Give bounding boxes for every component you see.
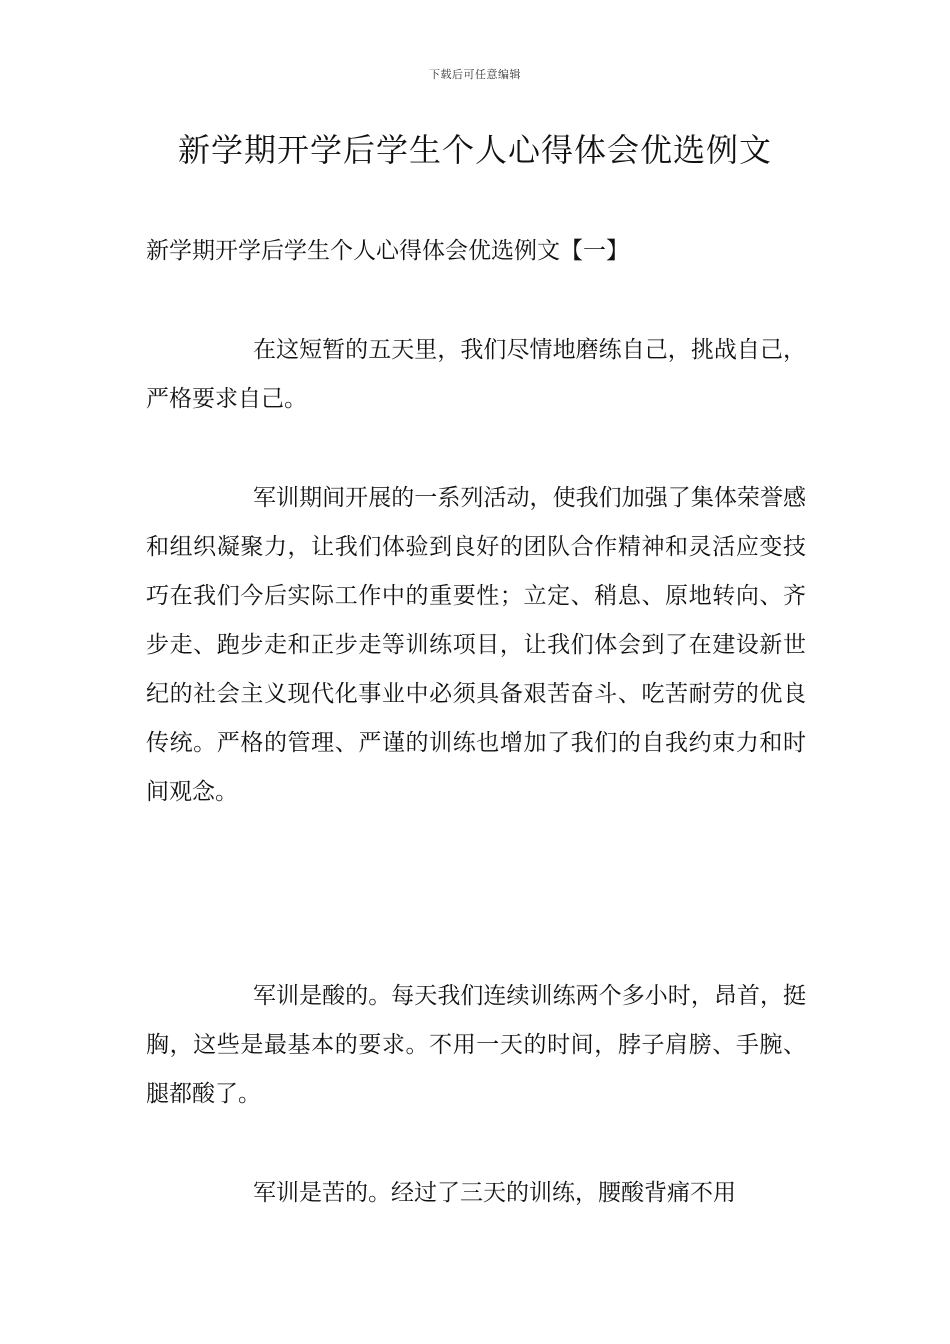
- section-heading: 新学期开学后学生个人心得体会优选例文【一】: [146, 238, 629, 264]
- document-title: 新学期开学后学生个人心得体会优选例文: [177, 131, 772, 169]
- paragraph-2: 军训期间开展的一系列活动，使我们加强了集体荣誉感和组织凝聚力，让我们体验到良好的团队合作精神和灵活应变技巧在我们今后实际工作中的重要性；立定、稍息、原地转向、齐步走、跑步走和正步走等训练项目，让我们体会到了在建设新世纪的社会主义现代化事业中必须具备艰苦奋斗、吃苦耐劳的优良传统。严格的管理、严谨的训练也增加了我们的自我约束力和时间观念。: [146, 485, 806, 805]
- paragraph-1: 在这短暂的五天里，我们尽情地磨练自己，挑战自己，严格要求自己。: [146, 337, 806, 412]
- paragraph-3: 军训是酸的。每天我们连续训练两个多小时，昂首，挺胸，这些是最基本的要求。不用一天的时间，脖子肩膀、手腕、腿都酸了。: [146, 983, 806, 1107]
- paragraph-4: 军训是苦的。经过了三天的训练，腰酸背痛不用: [253, 1180, 736, 1206]
- header-note: 下载后可任意编辑: [429, 68, 521, 81]
